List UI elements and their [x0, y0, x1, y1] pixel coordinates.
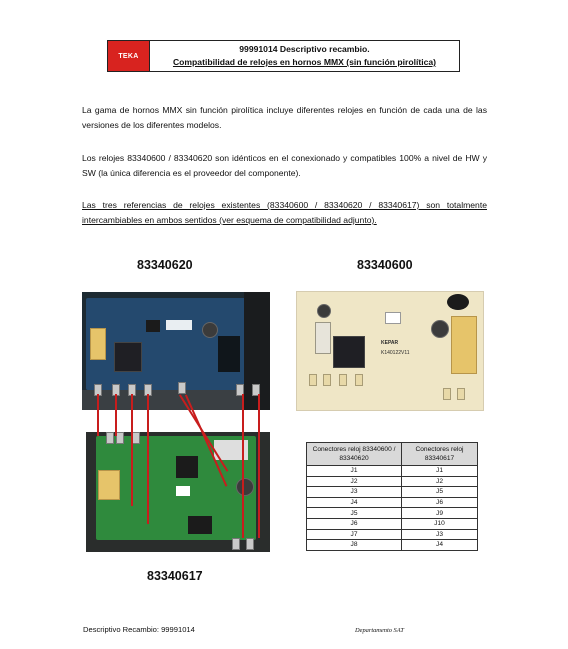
table-cell: J5	[402, 487, 478, 498]
header-text	[150, 41, 459, 71]
wire	[147, 394, 149, 524]
relay-component	[333, 336, 365, 368]
document-subtitle: Compatibilidad de relojes en hornos MMX (sin función pirolítica)	[172, 57, 437, 67]
table-cell: J4	[402, 540, 478, 551]
wire	[131, 394, 133, 506]
wire	[258, 394, 260, 538]
board-photo-83340600	[296, 291, 484, 411]
paragraph-equivalence: Los relojes 83340600 / 83340620 son idénticos en el conexionado y compatibles 100% a nivel de HW y SW (la única diferencia es el proveedor del componente).	[82, 153, 487, 178]
document-title: 99991014 Descriptivo recambio.	[239, 44, 370, 54]
wire	[115, 394, 117, 436]
board-photo-83340620	[82, 292, 270, 410]
chip	[146, 320, 160, 332]
connector-pin	[443, 388, 451, 400]
relay-component	[98, 470, 120, 500]
microcontroller-chip	[176, 456, 198, 478]
footer-document-ref: Descriptivo Recambio: 99991014	[83, 625, 195, 634]
connector-pin	[309, 374, 317, 386]
wire	[97, 394, 99, 436]
table-row	[307, 518, 478, 529]
buzzer	[447, 294, 469, 310]
table-cell: J2	[402, 476, 478, 487]
table-cell: J2	[307, 476, 402, 487]
table-cell: J4	[307, 497, 402, 508]
table-cell: J9	[402, 508, 478, 519]
connector-pin	[178, 382, 186, 394]
capacitor	[431, 320, 449, 338]
board-label-83340600: 83340600	[357, 258, 413, 272]
table-header-83340600-83340620: Conectores reloj 83340600 / 83340620	[307, 443, 402, 466]
connector-pin	[355, 374, 363, 386]
table-cell: J3	[307, 487, 402, 498]
relay-component	[90, 328, 106, 360]
table-header-row	[307, 443, 478, 466]
table-row	[307, 476, 478, 487]
table-cell: J8	[307, 540, 402, 551]
table-row	[307, 529, 478, 540]
paragraph-interchangeable: Las tres referencias de relojes existentes (83340600 / 83340620 / 83340617) son totalmente intercambiables en ambos sentidos (ver esquema de compatibilidad adjunto).	[82, 200, 487, 225]
connector-pin	[116, 432, 124, 444]
connector-pin	[323, 374, 331, 386]
capacitor	[202, 322, 218, 338]
capacitor	[236, 478, 254, 496]
table-cell: J6	[402, 497, 478, 508]
sticker-label	[166, 320, 192, 330]
connector-pin	[457, 388, 465, 400]
pcb-blue	[86, 298, 246, 390]
table-cell: J5	[307, 508, 402, 519]
table-row	[307, 466, 478, 477]
board-brand: KEPAR	[381, 340, 399, 346]
table-cell: J7	[307, 529, 402, 540]
footer-department: Departamento SAT	[355, 627, 404, 634]
teka-logo: TEKA	[108, 41, 150, 71]
table-row	[307, 508, 478, 519]
table-header-83340617: Conectores reloj 83340617	[402, 443, 478, 466]
relay-component	[114, 342, 142, 372]
relay-component	[188, 516, 212, 534]
sticker-label	[176, 486, 190, 496]
table-cell: J1	[307, 466, 402, 477]
board-label-83340620: 83340620	[137, 258, 193, 272]
sticker-label	[385, 312, 401, 324]
table-cell: J6	[307, 518, 402, 529]
table-cell: J3	[402, 529, 478, 540]
relay-component	[218, 336, 240, 372]
connector-pin	[246, 538, 254, 550]
table-cell: J1	[402, 466, 478, 477]
table-row	[307, 540, 478, 551]
connector-pin	[339, 374, 347, 386]
board-code: K140122V11	[381, 350, 410, 356]
connector-pin	[132, 432, 140, 444]
table-cell: J10	[402, 518, 478, 529]
relay-component	[451, 316, 477, 374]
compatibility-table	[306, 442, 478, 551]
header-box	[107, 40, 460, 72]
wire	[242, 394, 244, 538]
relay-component	[315, 322, 331, 354]
pcb-green	[96, 436, 256, 540]
board-label-83340617: 83340617	[147, 569, 203, 583]
connector-pin	[106, 432, 114, 444]
capacitor	[317, 304, 331, 318]
connector-pin	[232, 538, 240, 550]
paragraph-intro: La gama de hornos MMX sin función pirolítica incluye diferentes relojes en función de cada una de las versiones de los diferentes modelos.	[82, 105, 487, 130]
table-row	[307, 487, 478, 498]
table-row	[307, 497, 478, 508]
